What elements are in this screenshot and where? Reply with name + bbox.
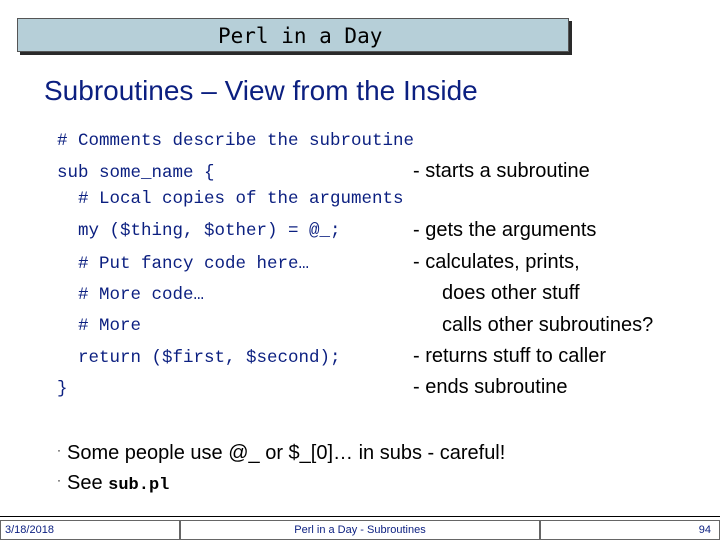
code-line: # More code…	[57, 285, 205, 305]
note-calculates: - calculates, prints,	[413, 251, 580, 273]
code-line: my ($thing, $other) = @_;	[57, 221, 341, 241]
code-line: # Put fancy code here…	[57, 254, 310, 274]
footer-page-number: 94	[540, 520, 720, 540]
footer-title: Perl in a Day - Subroutines	[180, 520, 540, 540]
bullet-code: sub.pl	[108, 476, 170, 495]
code-line: # Local copies of the arguments	[57, 189, 404, 209]
code-line: sub some_name {	[57, 163, 215, 183]
note-returns: - returns stuff to caller	[413, 345, 607, 367]
slide-title: Subroutines – View from the Inside	[44, 75, 478, 106]
note-ends-subroutine: - ends subroutine	[413, 376, 568, 398]
bullet-dot-icon: ·	[57, 443, 61, 457]
code-line: # Comments describe the subroutine	[57, 131, 415, 151]
bullet-item	[57, 472, 169, 495]
bullet-dot-icon: ·	[57, 473, 61, 487]
bullet-text: Some people use @_ or $_[0]… in subs - careful!	[67, 442, 506, 464]
header-title: Perl in a Day	[218, 24, 383, 48]
note-other-stuff: does other stuff	[442, 282, 580, 304]
note-starts-subroutine: - starts a subroutine	[413, 160, 590, 182]
bullet-item	[57, 442, 505, 465]
footer-divider	[0, 516, 720, 517]
bullet-text: See	[67, 472, 109, 494]
header-banner	[17, 18, 569, 52]
footer-date: 3/18/2018	[0, 520, 180, 540]
code-line: # More	[57, 316, 142, 336]
note-calls-subroutines: calls other subroutines?	[442, 314, 654, 336]
note-gets-arguments: - gets the arguments	[413, 219, 597, 241]
code-line: return ($first, $second);	[57, 348, 341, 368]
code-line: }	[57, 379, 68, 399]
